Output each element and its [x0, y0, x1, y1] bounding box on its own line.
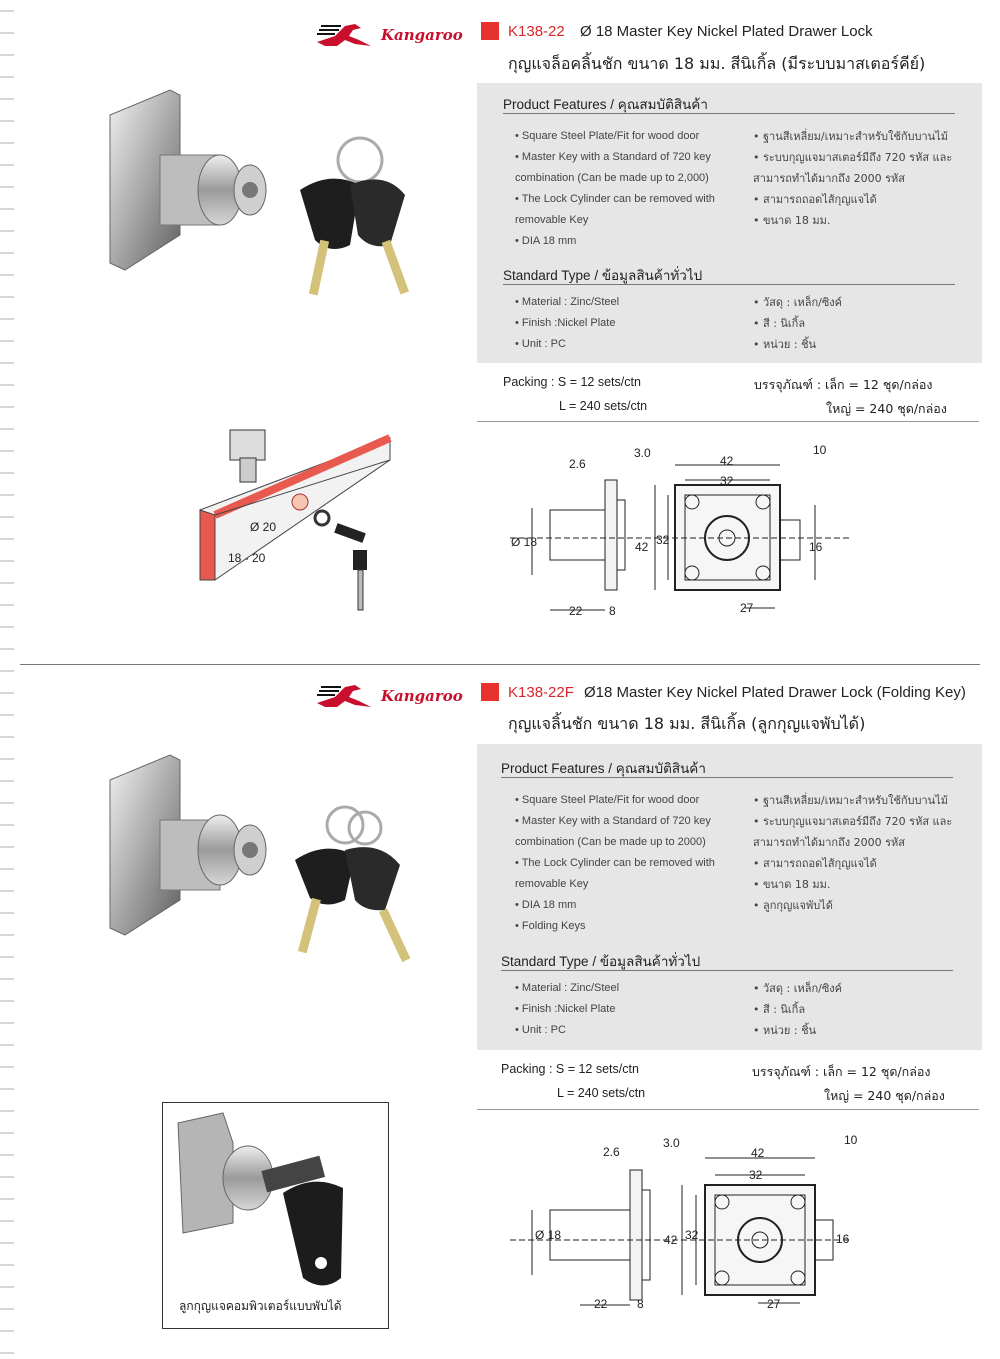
feature-en: • DIA 18 mm: [515, 899, 577, 911]
feature-en: removable Key: [515, 214, 589, 226]
feature-en: • The Lock Cylinder can be removed with: [515, 193, 715, 205]
standard-th: • วัสดุ : เหล็ก/ซิงค์: [753, 296, 843, 309]
feature-en: • DIA 18 mm: [515, 235, 577, 247]
dimension-drawing: [510, 1130, 850, 1320]
dim-42-top: 42: [720, 454, 734, 468]
features-heading: Product Features / คุณสมบัติสินค้า: [503, 97, 708, 112]
standard-en: • Material : Zinc/Steel: [515, 296, 620, 308]
standard-rule: [503, 284, 955, 285]
feature-th: • ฐานสีเหลี่ยม/เหมาะสำหรับใช้กับบานไม้: [753, 130, 948, 143]
dim-22: 22: [594, 1297, 608, 1311]
product-title-en: Ø18 Master Key Nickel Plated Drawer Lock (Folding Key): [584, 684, 966, 701]
dim-3-0: 3.0: [663, 1136, 680, 1150]
feature-en: • Folding Keys: [515, 920, 586, 932]
product-code: K138-22: [508, 23, 565, 40]
product-code: K138-22F: [508, 684, 574, 701]
features-th-list: [753, 126, 952, 231]
feature-th: • สามารถถอดไส้กุญแจได้: [753, 193, 877, 206]
feature-en: • Master Key with a Standard of 720 key: [515, 151, 711, 163]
standard-en-list: [515, 978, 619, 1041]
feature-en: • Master Key with a Standard of 720 key: [515, 815, 711, 827]
dim-dia: Ø 18: [535, 1228, 562, 1242]
packing-th-small: บรรจุภัณฑ์ : เล็ก = 12 ชุด/กล่อง: [752, 1064, 931, 1079]
product-title-en: Ø 18 Master Key Nickel Plated Drawer Lock: [580, 23, 873, 40]
packing-rule: [477, 421, 979, 422]
dim-16: 16: [836, 1232, 850, 1246]
standard-heading: Standard Type / ข้อมูลสินค้าทั่วไป: [501, 954, 701, 969]
dim-8: 8: [637, 1297, 644, 1311]
feature-th: • ขนาด 18 มม.: [753, 214, 831, 227]
dim-32-top: 32: [749, 1168, 763, 1182]
feature-en: • Square Steel Plate/Fit for wood door: [515, 130, 700, 142]
code-marker: [481, 683, 499, 701]
features-rule: [503, 113, 955, 114]
dim-32-top: 32: [720, 474, 734, 488]
feature-th: • ขนาด 18 มม.: [753, 878, 831, 891]
product-title-th: กุญแจลิ้นชัก ขนาด 18 มม. สีนิเกิ้ล (ลูกกุญแจพับได้): [508, 714, 866, 733]
feature-th: • ลูกกุญแจพับได้: [753, 899, 833, 912]
brand-name: Kangaroo: [381, 687, 463, 705]
folding-key-inset: [162, 1102, 389, 1329]
standard-th-list: [753, 978, 842, 1041]
standard-rule: [501, 970, 953, 971]
section-divider: [20, 664, 980, 665]
dimension-drawing: [510, 440, 850, 630]
lock-photo: [100, 85, 470, 305]
standard-th: • สี : นิเกิ้ล: [753, 317, 806, 330]
feature-th: • สามารถถอดไส้กุญแจได้: [753, 857, 877, 870]
dim-42-top: 42: [751, 1146, 765, 1160]
feature-en: • The Lock Cylinder can be removed with: [515, 857, 715, 869]
dim-10: 10: [813, 443, 827, 457]
feature-th: • ระบบกุญแจมาสเตอร์มีถึง 720 รหัส และ: [753, 151, 953, 164]
install-thickness-label: 18 - 20: [228, 551, 266, 565]
installation-diagram: [185, 420, 395, 620]
packing-en-large: L = 240 sets/ctn: [559, 399, 648, 413]
standard-en: • Material : Zinc/Steel: [515, 982, 620, 994]
standard-en: • Finish :Nickel Plate: [515, 1003, 616, 1015]
standard-en: • Unit : PC: [515, 1024, 566, 1036]
dim-22: 22: [569, 604, 583, 618]
packing-th-small: บรรจุภัณฑ์ : เล็ก = 12 ชุด/กล่อง: [754, 377, 933, 392]
feature-en: removable Key: [515, 878, 589, 890]
dim-2-6: 2.6: [603, 1145, 620, 1159]
kangaroo-icon: [315, 22, 377, 48]
feature-th: สามารถทำได้มากถึง 2000 รหัส: [753, 836, 905, 849]
standard-en: • Finish :Nickel Plate: [515, 317, 616, 329]
dim-27: 27: [740, 601, 754, 615]
standard-en: • Unit : PC: [515, 338, 566, 350]
packing-en-small: Packing : S = 12 sets/ctn: [501, 1062, 639, 1076]
dim-42-side: 42: [635, 540, 649, 554]
feature-en: combination (Can be made up to 2000): [515, 836, 706, 848]
features-th-list: [753, 790, 952, 916]
kangaroo-icon: [315, 683, 377, 709]
feature-en: • Square Steel Plate/Fit for wood door: [515, 794, 700, 806]
product-title-th: กุญแจล็อคลิ้นชัก ขนาด 18 มม. สีนิเกิ้ล (มีระบบมาสเตอร์คีย์): [508, 54, 926, 73]
dim-27: 27: [767, 1297, 781, 1311]
packing-en-large: L = 240 sets/ctn: [557, 1086, 646, 1100]
features-en-list: [515, 790, 715, 937]
lock-photo: [100, 750, 470, 970]
dim-16: 16: [809, 540, 823, 554]
standard-heading: Standard Type / ข้อมูลสินค้าทั่วไป: [503, 268, 703, 283]
dim-42-side: 42: [664, 1233, 678, 1247]
dim-dia: Ø 18: [511, 535, 538, 549]
install-hole-label: Ø 20: [250, 520, 277, 534]
brand-name: Kangaroo: [381, 26, 463, 44]
packing-th-large: ใหญ่ = 240 ชุด/กล่อง: [824, 1088, 945, 1103]
dim-3-0: 3.0: [634, 446, 651, 460]
packing-rule: [477, 1109, 979, 1110]
standard-th: • สี : นิเกิ้ล: [753, 1003, 806, 1016]
dim-8: 8: [609, 604, 616, 618]
feature-th: • ฐานสีเหลี่ยม/เหมาะสำหรับใช้กับบานไม้: [753, 794, 948, 807]
standard-th-list: [753, 292, 842, 355]
inset-caption: ลูกกุญแจคอมพิวเตอร์แบบพับได้: [179, 1299, 342, 1313]
code-marker: [481, 22, 499, 40]
dim-2-6: 2.6: [569, 457, 586, 471]
dim-32-side: 32: [656, 533, 670, 547]
feature-th: • ระบบกุญแจมาสเตอร์มีถึง 720 รหัส และ: [753, 815, 953, 828]
packing-th-large: ใหญ่ = 240 ชุด/กล่อง: [826, 401, 947, 416]
standard-th: • หน่วย : ชิ้น: [753, 338, 817, 351]
features-en-list: [515, 126, 715, 252]
standard-th: • หน่วย : ชิ้น: [753, 1024, 817, 1037]
standard-th: • วัสดุ : เหล็ก/ซิงค์: [753, 982, 843, 995]
feature-en: combination (Can be made up to 2,000): [515, 172, 709, 184]
folding-key-photo: [163, 1103, 388, 1293]
features-rule: [501, 777, 953, 778]
brand-logo: [315, 22, 463, 48]
standard-en-list: [515, 292, 619, 355]
dim-32-side: 32: [685, 1228, 699, 1242]
dim-10: 10: [844, 1133, 858, 1147]
brand-logo: [315, 683, 463, 709]
packing-en-small: Packing : S = 12 sets/ctn: [503, 375, 641, 389]
features-heading: Product Features / คุณสมบัติสินค้า: [501, 761, 706, 776]
binder-edge: [0, 0, 14, 1359]
feature-th: สามารถทำได้มากถึง 2000 รหัส: [753, 172, 905, 185]
